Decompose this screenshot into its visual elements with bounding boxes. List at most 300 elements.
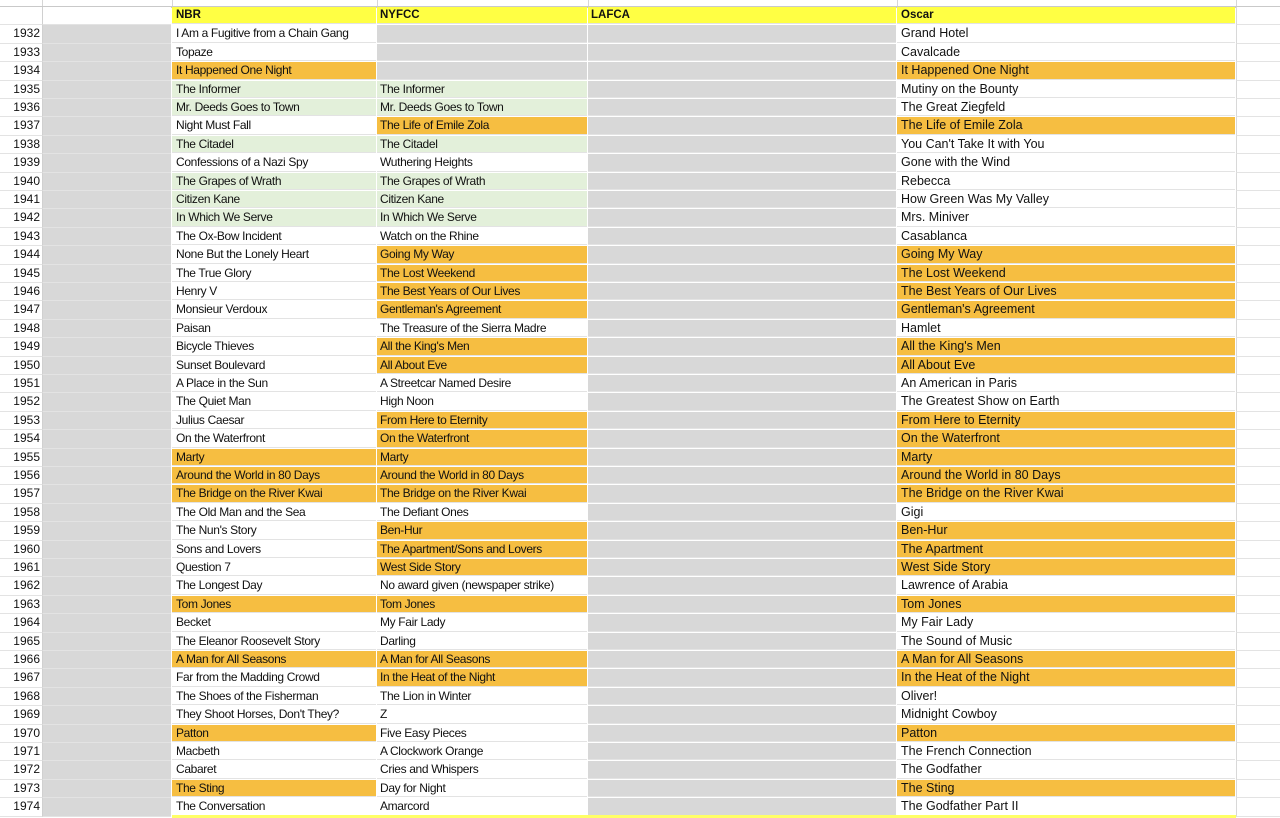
cell-lafca[interactable] [588, 375, 896, 392]
cell-oscar[interactable]: Going My Way [897, 246, 1235, 263]
cell-nyfcc[interactable]: The Lost Weekend [377, 265, 587, 282]
cell-empty-g[interactable] [1236, 688, 1280, 706]
cell-nbr[interactable]: Monsieur Verdoux [172, 301, 376, 318]
row-number[interactable] [0, 614, 43, 632]
row-number[interactable] [0, 393, 43, 411]
cell-lafca[interactable] [588, 651, 896, 668]
cell-oscar[interactable]: Around the World in 80 Days [897, 467, 1235, 484]
cell-nbr[interactable]: Around the World in 80 Days [172, 467, 376, 484]
cell-nyfcc[interactable]: The Lion in Winter [377, 688, 587, 705]
cell-nyfcc[interactable]: The Best Years of Our Lives [377, 283, 587, 300]
cell-empty-g[interactable] [1236, 209, 1280, 227]
cell-nbr[interactable]: Marty [172, 449, 376, 466]
cell-empty-b[interactable] [43, 154, 171, 172]
cell-empty-g[interactable] [1236, 430, 1280, 448]
cell-nyfcc[interactable]: My Fair Lady [377, 614, 587, 631]
cell-nyfcc[interactable]: Ben-Hur [377, 522, 587, 539]
row-number[interactable] [0, 136, 43, 154]
cell-nbr[interactable]: Julius Caesar [172, 412, 376, 429]
row-number[interactable] [0, 467, 43, 485]
cell-nyfcc[interactable]: West Side Story [377, 559, 587, 576]
cell-oscar[interactable]: The Sting [897, 780, 1235, 797]
cell-lafca[interactable] [588, 393, 896, 410]
header-cell-b[interactable] [43, 7, 171, 25]
cell-lafca[interactable] [588, 81, 896, 98]
cell-nbr[interactable]: The Bridge on the River Kwai [172, 485, 376, 502]
cell-empty-g[interactable] [1236, 228, 1280, 246]
cell-lafca[interactable] [588, 596, 896, 613]
cell-oscar[interactable]: Mutiny on the Bounty [897, 81, 1235, 98]
cell-empty-g[interactable] [1236, 173, 1280, 191]
cell-lafca[interactable] [588, 743, 896, 760]
cell-empty-g[interactable] [1236, 798, 1280, 816]
cell-lafca[interactable] [588, 485, 896, 502]
cell-empty-b[interactable] [43, 81, 171, 99]
cell-oscar[interactable]: Gigi [897, 504, 1235, 521]
cell-oscar[interactable]: Gone with the Wind [897, 154, 1235, 171]
cell-empty-b[interactable] [43, 228, 171, 246]
cell-oscar[interactable]: A Man for All Seasons [897, 651, 1235, 668]
cell-lafca[interactable] [588, 154, 896, 171]
cell-oscar[interactable]: From Here to Eternity [897, 412, 1235, 429]
cell-nyfcc[interactable]: Mr. Deeds Goes to Town [377, 99, 587, 116]
row-number[interactable] [0, 191, 43, 209]
cell-oscar[interactable]: It Happened One Night [897, 62, 1235, 79]
cell-oscar[interactable]: Grand Hotel [897, 25, 1235, 42]
cell-empty-g[interactable] [1236, 283, 1280, 301]
cell-lafca[interactable] [588, 301, 896, 318]
cell-nyfcc[interactable]: Gentleman's Agreement [377, 301, 587, 318]
cell-empty-b[interactable] [43, 761, 171, 779]
cell-oscar[interactable]: Ben-Hur [897, 522, 1235, 539]
cell-oscar[interactable]: The French Connection [897, 743, 1235, 760]
cell-empty-b[interactable] [43, 706, 171, 724]
header-oscar[interactable]: Oscar [897, 7, 1235, 24]
cell-nbr[interactable]: The Citadel [172, 136, 376, 153]
cell-empty-g[interactable] [1236, 154, 1280, 172]
cell-nyfcc[interactable]: No award given (newspaper strike) [377, 577, 587, 594]
row-number[interactable] [0, 301, 43, 319]
cell-lafca[interactable] [588, 467, 896, 484]
cell-lafca[interactable] [588, 283, 896, 300]
cell-empty-b[interactable] [43, 338, 171, 356]
cell-empty-b[interactable] [43, 209, 171, 227]
cell-empty-g[interactable] [1236, 725, 1280, 743]
row-number[interactable] [0, 688, 43, 706]
cell-nyfcc[interactable]: Around the World in 80 Days [377, 467, 587, 484]
cell-empty-g[interactable] [1236, 651, 1280, 669]
row-number[interactable] [0, 761, 43, 779]
cell-empty-b[interactable] [43, 449, 171, 467]
cell-nyfcc[interactable]: The Defiant Ones [377, 504, 587, 521]
cell-lafca[interactable] [588, 265, 896, 282]
cell-oscar[interactable]: Lawrence of Arabia [897, 577, 1235, 594]
cell-oscar[interactable]: You Can't Take It with You [897, 136, 1235, 153]
cell-lafca[interactable] [588, 522, 896, 539]
cell-nyfcc[interactable]: A Man for All Seasons [377, 651, 587, 668]
cell-nbr[interactable]: Cabaret [172, 761, 376, 778]
cell-empty-b[interactable] [43, 393, 171, 411]
cell-empty-g[interactable] [1236, 136, 1280, 154]
cell-nbr[interactable]: Mr. Deeds Goes to Town [172, 99, 376, 116]
cell-nbr[interactable]: The Informer [172, 81, 376, 98]
cell-nyfcc[interactable]: All About Eve [377, 357, 587, 374]
row-number[interactable] [0, 725, 43, 743]
cell-empty-g[interactable] [1236, 117, 1280, 135]
cell-oscar[interactable]: The Apartment [897, 541, 1235, 558]
cell-empty-g[interactable] [1236, 301, 1280, 319]
cell-oscar[interactable]: In the Heat of the Night [897, 669, 1235, 686]
row-number[interactable] [0, 44, 43, 62]
cell-empty-g[interactable] [1236, 62, 1280, 80]
row-number[interactable] [0, 798, 43, 816]
cell-lafca[interactable] [588, 209, 896, 226]
cell-nyfcc[interactable]: The Treasure of the Sierra Madre [377, 320, 587, 337]
cell-empty-b[interactable] [43, 633, 171, 651]
cell-empty-g[interactable] [1236, 485, 1280, 503]
cell-lafca[interactable] [588, 99, 896, 116]
cell-nyfcc[interactable]: The Bridge on the River Kwai [377, 485, 587, 502]
cell-lafca[interactable] [588, 614, 896, 631]
cell-oscar[interactable]: Marty [897, 449, 1235, 466]
cell-nbr[interactable]: Bicycle Thieves [172, 338, 376, 355]
cell-nyfcc[interactable]: Marty [377, 449, 587, 466]
cell-oscar[interactable]: Tom Jones [897, 596, 1235, 613]
cell-lafca[interactable] [588, 44, 896, 61]
cell-nyfcc[interactable]: Watch on the Rhine [377, 228, 587, 245]
row-number[interactable] [0, 651, 43, 669]
cell-nyfcc[interactable]: Citizen Kane [377, 191, 587, 208]
cell-empty-g[interactable] [1236, 44, 1280, 62]
cell-lafca[interactable] [588, 780, 896, 797]
cell-oscar[interactable]: Midnight Cowboy [897, 706, 1235, 723]
cell-oscar[interactable]: The Greatest Show on Earth [897, 393, 1235, 410]
cell-oscar[interactable]: West Side Story [897, 559, 1235, 576]
row-number[interactable] [0, 375, 43, 393]
cell-nbr[interactable]: The Old Man and the Sea [172, 504, 376, 521]
cell-empty-g[interactable] [1236, 761, 1280, 779]
cell-nbr[interactable]: Macbeth [172, 743, 376, 760]
cell-nbr[interactable]: The Grapes of Wrath [172, 173, 376, 190]
row-number[interactable] [0, 117, 43, 135]
cell-empty-g[interactable] [1236, 577, 1280, 595]
cell-empty-g[interactable] [1236, 393, 1280, 411]
cell-empty-g[interactable] [1236, 246, 1280, 264]
cell-empty-b[interactable] [43, 504, 171, 522]
cell-oscar[interactable]: Cavalcade [897, 44, 1235, 61]
cell-nbr[interactable]: They Shoot Horses, Don't They? [172, 706, 376, 723]
row-number[interactable] [0, 430, 43, 448]
cell-nbr[interactable]: The Eleanor Roosevelt Story [172, 633, 376, 650]
cell-oscar[interactable]: The Bridge on the River Kwai [897, 485, 1235, 502]
row-number[interactable] [0, 209, 43, 227]
cell-empty-g[interactable] [1236, 743, 1280, 761]
cell-nbr[interactable]: Citizen Kane [172, 191, 376, 208]
cell-nbr[interactable]: Tom Jones [172, 596, 376, 613]
cell-nbr[interactable]: Becket [172, 614, 376, 631]
cell-nbr[interactable]: The True Glory [172, 265, 376, 282]
cell-empty-b[interactable] [43, 375, 171, 393]
cell-oscar[interactable]: All the King's Men [897, 338, 1235, 355]
cell-nbr[interactable]: The Shoes of the Fisherman [172, 688, 376, 705]
cell-nyfcc[interactable]: Amarcord [377, 798, 587, 815]
cell-nyfcc[interactable]: A Streetcar Named Desire [377, 375, 587, 392]
cell-empty-g[interactable] [1236, 338, 1280, 356]
cell-empty-b[interactable] [43, 596, 171, 614]
row-number[interactable] [0, 228, 43, 246]
cell-nbr[interactable]: Paisan [172, 320, 376, 337]
cell-nyfcc[interactable]: The Grapes of Wrath [377, 173, 587, 190]
cell-nyfcc[interactable]: Cries and Whispers [377, 761, 587, 778]
cell-oscar[interactable]: Gentleman's Agreement [897, 301, 1235, 318]
cell-nyfcc[interactable]: Tom Jones [377, 596, 587, 613]
row-number[interactable] [0, 485, 43, 503]
cell-empty-b[interactable] [43, 283, 171, 301]
row-number[interactable] [0, 154, 43, 172]
cell-lafca[interactable] [588, 320, 896, 337]
cell-nyfcc[interactable] [377, 44, 587, 61]
cell-empty-g[interactable] [1236, 412, 1280, 430]
cell-empty-b[interactable] [43, 117, 171, 135]
cell-nbr[interactable]: The Ox-Bow Incident [172, 228, 376, 245]
cell-nyfcc[interactable]: Wuthering Heights [377, 154, 587, 171]
cell-empty-b[interactable] [43, 265, 171, 283]
cell-empty-b[interactable] [43, 614, 171, 632]
cell-oscar[interactable]: The Best Years of Our Lives [897, 283, 1235, 300]
cell-nyfcc[interactable]: High Noon [377, 393, 587, 410]
cell-lafca[interactable] [588, 173, 896, 190]
row-header-empty[interactable] [0, 7, 43, 25]
cell-empty-b[interactable] [43, 191, 171, 209]
cell-nbr[interactable]: The Nun's Story [172, 522, 376, 539]
cell-empty-b[interactable] [43, 25, 171, 43]
cell-lafca[interactable] [588, 633, 896, 650]
cell-nbr[interactable]: I Am a Fugitive from a Chain Gang [172, 25, 376, 42]
header-nyfcc[interactable]: NYFCC [377, 7, 587, 24]
cell-empty-g[interactable] [1236, 706, 1280, 724]
row-number[interactable] [0, 246, 43, 264]
cell-lafca[interactable] [588, 246, 896, 263]
cell-empty-g[interactable] [1236, 375, 1280, 393]
cell-empty-b[interactable] [43, 651, 171, 669]
cell-nbr[interactable]: Confessions of a Nazi Spy [172, 154, 376, 171]
cell-nbr[interactable]: On the Waterfront [172, 430, 376, 447]
row-number[interactable] [0, 706, 43, 724]
cell-lafca[interactable] [588, 449, 896, 466]
cell-lafca[interactable] [588, 338, 896, 355]
cell-empty-g[interactable] [1236, 265, 1280, 283]
cell-empty-g[interactable] [1236, 191, 1280, 209]
cell-empty-g[interactable] [1236, 614, 1280, 632]
row-number[interactable] [0, 633, 43, 651]
cell-oscar[interactable]: The Lost Weekend [897, 265, 1235, 282]
cell-lafca[interactable] [588, 412, 896, 429]
row-number[interactable] [0, 25, 43, 43]
cell-nbr[interactable]: It Happened One Night [172, 62, 376, 79]
cell-empty-g[interactable] [1236, 99, 1280, 117]
cell-oscar[interactable]: All About Eve [897, 357, 1235, 374]
row-number[interactable] [0, 504, 43, 522]
cell-lafca[interactable] [588, 62, 896, 79]
cell-nbr[interactable]: The Sting [172, 780, 376, 797]
cell-lafca[interactable] [588, 798, 896, 815]
cell-empty-b[interactable] [43, 559, 171, 577]
cell-empty-g[interactable] [1236, 357, 1280, 375]
cell-nyfcc[interactable]: Going My Way [377, 246, 587, 263]
cell-nbr[interactable]: Far from the Madding Crowd [172, 669, 376, 686]
cell-nbr[interactable]: Topaze [172, 44, 376, 61]
cell-nyfcc[interactable] [377, 25, 587, 42]
row-number[interactable] [0, 99, 43, 117]
cell-empty-g[interactable] [1236, 467, 1280, 485]
cell-lafca[interactable] [588, 228, 896, 245]
cell-empty-b[interactable] [43, 301, 171, 319]
cell-oscar[interactable]: How Green Was My Valley [897, 191, 1235, 208]
cell-empty-g[interactable] [1236, 504, 1280, 522]
header-nbr[interactable]: NBR [172, 7, 376, 24]
cell-empty-b[interactable] [43, 99, 171, 117]
cell-empty-g[interactable] [1236, 559, 1280, 577]
cell-nbr[interactable]: The Conversation [172, 798, 376, 815]
cell-empty-g[interactable] [1236, 449, 1280, 467]
cell-empty-b[interactable] [43, 669, 171, 687]
cell-nbr[interactable]: Patton [172, 725, 376, 742]
cell-nbr[interactable]: In Which We Serve [172, 209, 376, 226]
cell-empty-g[interactable] [1236, 541, 1280, 559]
cell-oscar[interactable]: Mrs. Miniver [897, 209, 1235, 226]
cell-nyfcc[interactable]: The Apartment/Sons and Lovers [377, 541, 587, 558]
cell-empty-b[interactable] [43, 173, 171, 191]
cell-oscar[interactable]: My Fair Lady [897, 614, 1235, 631]
cell-oscar[interactable]: Hamlet [897, 320, 1235, 337]
row-number[interactable] [0, 173, 43, 191]
cell-oscar[interactable]: Casablanca [897, 228, 1235, 245]
cell-lafca[interactable] [588, 504, 896, 521]
cell-empty-b[interactable] [43, 430, 171, 448]
cell-oscar[interactable]: Patton [897, 725, 1235, 742]
cell-oscar[interactable]: Rebecca [897, 173, 1235, 190]
cell-empty-g[interactable] [1236, 81, 1280, 99]
cell-oscar[interactable]: The Sound of Music [897, 633, 1235, 650]
cell-empty-b[interactable] [43, 467, 171, 485]
cell-oscar[interactable]: The Godfather Part II [897, 798, 1235, 815]
cell-empty-g[interactable] [1236, 522, 1280, 540]
cell-lafca[interactable] [588, 688, 896, 705]
row-number[interactable] [0, 669, 43, 687]
cell-nbr[interactable]: Sons and Lovers [172, 541, 376, 558]
cell-lafca[interactable] [588, 25, 896, 42]
row-number[interactable] [0, 283, 43, 301]
cell-nbr[interactable]: The Longest Day [172, 577, 376, 594]
cell-nbr[interactable]: A Place in the Sun [172, 375, 376, 392]
cell-empty-b[interactable] [43, 743, 171, 761]
row-number[interactable] [0, 449, 43, 467]
cell-empty-b[interactable] [43, 780, 171, 798]
cell-empty-b[interactable] [43, 485, 171, 503]
cell-nbr[interactable]: Sunset Boulevard [172, 357, 376, 374]
row-number[interactable] [0, 541, 43, 559]
cell-nbr[interactable]: Night Must Fall [172, 117, 376, 134]
cell-oscar[interactable]: The Life of Emile Zola [897, 117, 1235, 134]
cell-nyfcc[interactable]: Five Easy Pieces [377, 725, 587, 742]
cell-empty-g[interactable] [1236, 780, 1280, 798]
cell-empty-b[interactable] [43, 688, 171, 706]
row-number[interactable] [0, 780, 43, 798]
cell-nyfcc[interactable]: The Citadel [377, 136, 587, 153]
row-number[interactable] [0, 320, 43, 338]
cell-empty-b[interactable] [43, 541, 171, 559]
cell-lafca[interactable] [588, 725, 896, 742]
cell-nbr[interactable]: Henry V [172, 283, 376, 300]
header-cell-g[interactable] [1236, 7, 1280, 25]
row-number[interactable] [0, 743, 43, 761]
cell-nyfcc[interactable] [377, 62, 587, 79]
cell-lafca[interactable] [588, 117, 896, 134]
cell-nyfcc[interactable]: All the King's Men [377, 338, 587, 355]
cell-oscar[interactable]: An American in Paris [897, 375, 1235, 392]
cell-nyfcc[interactable]: In Which We Serve [377, 209, 587, 226]
cell-nbr[interactable]: A Man for All Seasons [172, 651, 376, 668]
cell-oscar[interactable]: On the Waterfront [897, 430, 1235, 447]
cell-empty-b[interactable] [43, 522, 171, 540]
cell-lafca[interactable] [588, 761, 896, 778]
cell-lafca[interactable] [588, 577, 896, 594]
cell-lafca[interactable] [588, 669, 896, 686]
cell-empty-g[interactable] [1236, 633, 1280, 651]
cell-empty-b[interactable] [43, 44, 171, 62]
cell-empty-g[interactable] [1236, 320, 1280, 338]
row-number[interactable] [0, 559, 43, 577]
row-number[interactable] [0, 577, 43, 595]
cell-lafca[interactable] [588, 136, 896, 153]
cell-empty-g[interactable] [1236, 596, 1280, 614]
cell-empty-b[interactable] [43, 320, 171, 338]
cell-lafca[interactable] [588, 191, 896, 208]
row-number[interactable] [0, 357, 43, 375]
cell-nyfcc[interactable]: Z [377, 706, 587, 723]
cell-oscar[interactable]: The Great Ziegfeld [897, 99, 1235, 116]
cell-lafca[interactable] [588, 430, 896, 447]
cell-empty-b[interactable] [43, 357, 171, 375]
header-lafca[interactable]: LAFCA [588, 7, 896, 24]
cell-nyfcc[interactable]: A Clockwork Orange [377, 743, 587, 760]
cell-lafca[interactable] [588, 541, 896, 558]
cell-empty-b[interactable] [43, 62, 171, 80]
cell-nyfcc[interactable]: The Life of Emile Zola [377, 117, 587, 134]
cell-nyfcc[interactable]: Darling [377, 633, 587, 650]
cell-nyfcc[interactable]: In the Heat of the Night [377, 669, 587, 686]
cell-oscar[interactable]: The Godfather [897, 761, 1235, 778]
cell-empty-g[interactable] [1236, 669, 1280, 687]
row-number[interactable] [0, 265, 43, 283]
cell-empty-b[interactable] [43, 136, 171, 154]
row-number[interactable] [0, 596, 43, 614]
cell-oscar[interactable]: Oliver! [897, 688, 1235, 705]
cell-nyfcc[interactable]: The Informer [377, 81, 587, 98]
row-number[interactable] [0, 522, 43, 540]
cell-nbr[interactable]: Question 7 [172, 559, 376, 576]
row-number[interactable] [0, 81, 43, 99]
cell-lafca[interactable] [588, 706, 896, 723]
cell-empty-b[interactable] [43, 412, 171, 430]
row-number[interactable] [0, 338, 43, 356]
cell-empty-b[interactable] [43, 725, 171, 743]
cell-nyfcc[interactable]: From Here to Eternity [377, 412, 587, 429]
row-number[interactable] [0, 412, 43, 430]
cell-empty-b[interactable] [43, 246, 171, 264]
cell-nbr[interactable]: The Quiet Man [172, 393, 376, 410]
cell-empty-b[interactable] [43, 798, 171, 816]
